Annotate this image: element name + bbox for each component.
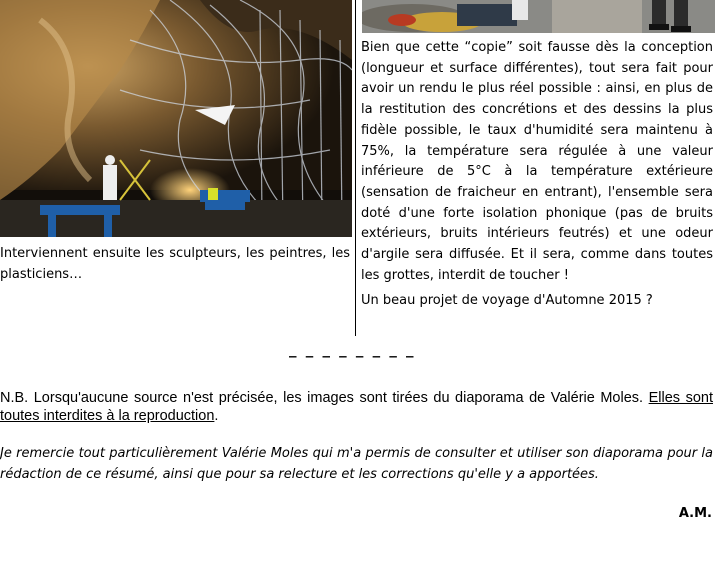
right-column-text	[361, 38, 713, 312]
source-note-end: .	[214, 408, 219, 424]
author-signature: A.M.	[678, 506, 712, 521]
acknowledgement: Je remercie tout particulièrement Valérie Moles qui m'a permis de consulter et utiliser son diaporama pour la rédaction de ce résumé, ainsi que pour sa relecture et les corrections qu'elle y a apportées.	[0, 446, 713, 482]
column-divider	[355, 0, 356, 336]
photo-caption: Interviennent ensuite les sculpteurs, les peintres, les plasticiens…	[0, 246, 350, 282]
workshop-photo-strip	[362, 0, 715, 33]
trip-question: Un beau projet de voyage d'Automne 2015 ?	[361, 293, 653, 309]
source-note-text: N.B. Lorsqu'aucune source n'est précisée, les images sont tirées du diaporama de Valérie Moles.	[0, 390, 649, 406]
source-note	[0, 389, 713, 425]
cave-workshop-photo	[0, 0, 352, 237]
replica-paragraph: Bien que cette “copie” soit fausse dès la conception (longueur et surface différentes), tout sera fait pour avoir un rendu le plus réel possible : ainsi, en plus de la restitution des concrétions et des dessins la plus fidèle possible, le taux d'humidité sera maintenu à 75%, la température sera régulée à une valeur inférieure de 5°C à la température extérieure (sensation de fraicheur en entrant), l'ensemble sera doté d'une forte isolation phonique (pas de bruits extérieurs, bruits intérieurs feutrés) et une odeur d'argile sera diffusée. Et il sera, comme dans toutes les grottes, interdit de toucher !	[361, 40, 713, 283]
reproduction-warning: Elles sont toutes interdites à la reproduction	[0, 390, 713, 424]
dashed-separator: _ _ _ _ _ _ _ _	[289, 340, 416, 358]
